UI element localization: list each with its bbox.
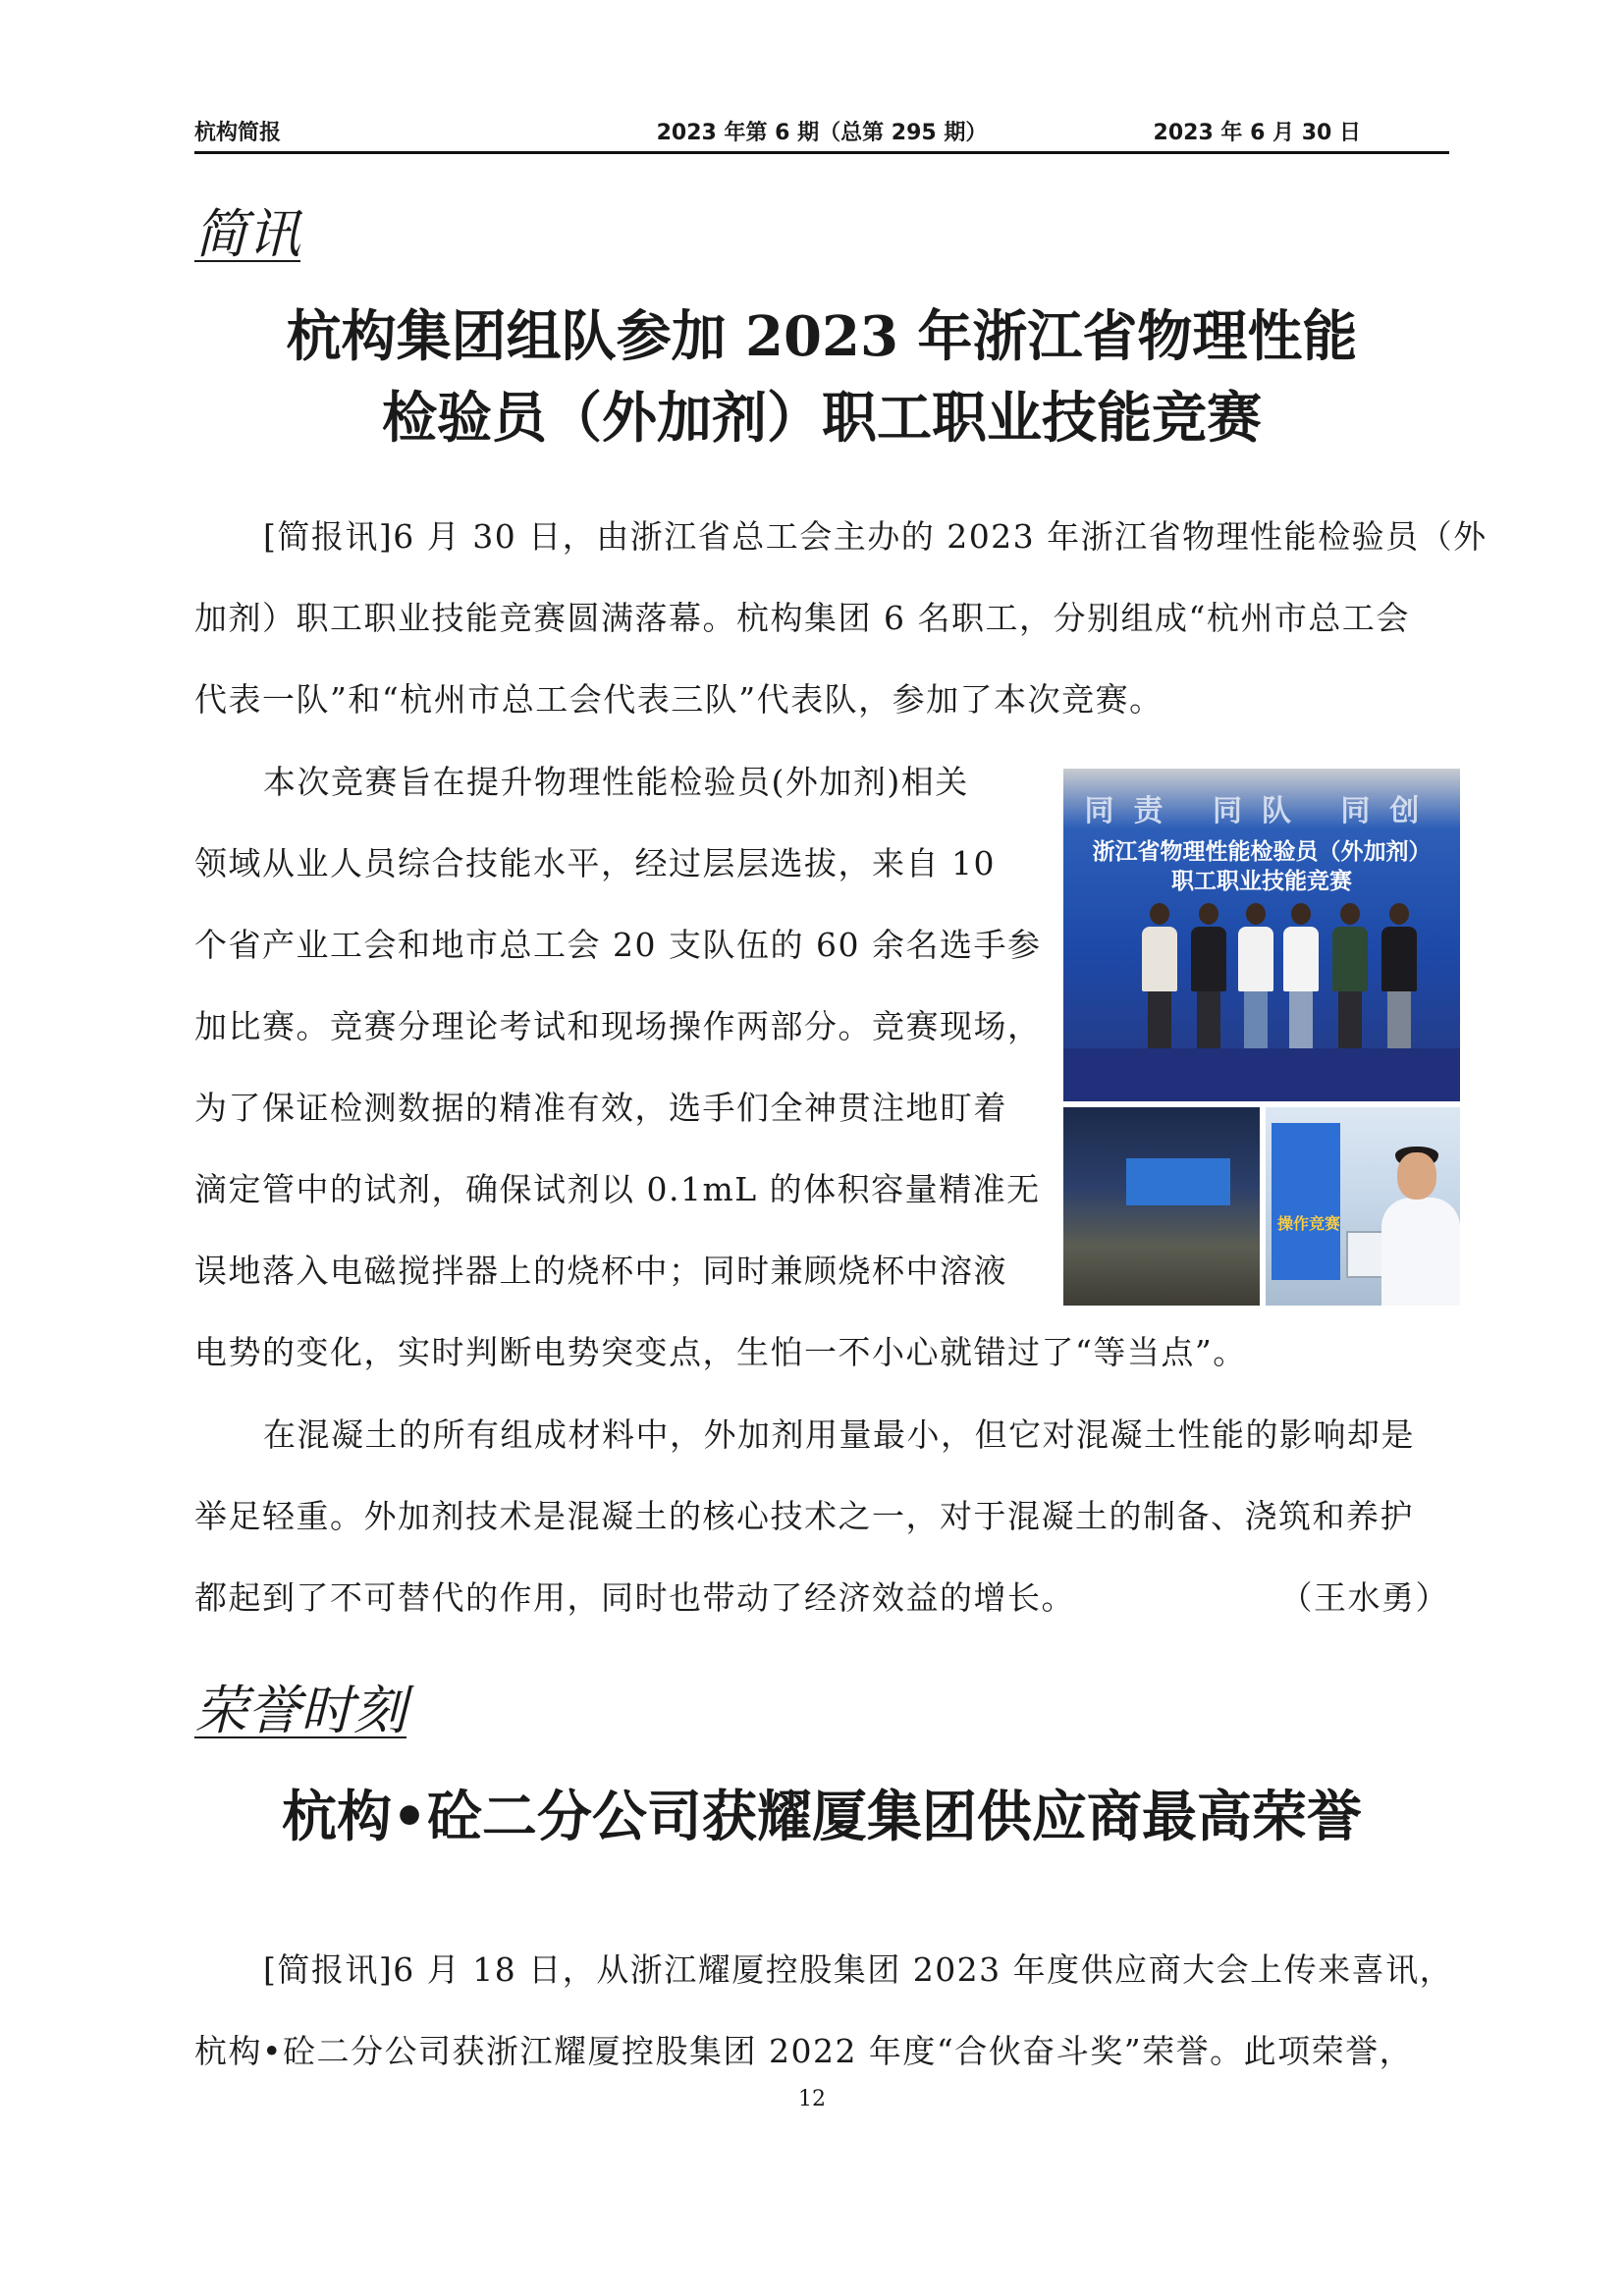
team-member bbox=[1236, 903, 1275, 1050]
section-heading-honors: 荣誉时刻 bbox=[194, 1680, 406, 1741]
paragraph-line: 为了保证检测数据的精准有效，选手们全神贯注地盯着 bbox=[194, 1089, 1007, 1127]
paragraph-line: 滴定管中的试剂，确保试剂以 0.1mL 的体积容量精准无 bbox=[194, 1170, 1041, 1208]
paragraph-line: 领域从业人员综合技能水平，经过层层选拔，来自 10 bbox=[194, 844, 996, 882]
header-rule bbox=[194, 151, 1449, 154]
paragraph-line: 误地落入电磁搅拌器上的烧杯中；同时兼顾烧杯中溶液 bbox=[194, 1252, 1007, 1290]
team-photo bbox=[1063, 769, 1460, 1101]
article-title bbox=[194, 296, 1449, 459]
article-title-line-2: 检验员（外加剂）职工职业技能竞赛 bbox=[382, 386, 1262, 451]
event-board-text: 操作竞赛 bbox=[1277, 1214, 1341, 1233]
page-number: 12 bbox=[798, 2087, 826, 2111]
banner-line-1: 浙江省物理性能检验员（外加剂） bbox=[1092, 839, 1432, 865]
paragraph-line: 代表一队”和“杭州市总工会代表三队”代表队，参加了本次竞赛。 bbox=[194, 680, 1164, 719]
competition-banner bbox=[1079, 837, 1444, 898]
section-heading-news: 简讯 bbox=[194, 203, 300, 265]
paragraph-line: 举足轻重。外加剂技术是混凝土的核心技术之一，对于混凝土的制备、浇筑和养护 bbox=[194, 1497, 1414, 1535]
stage-floor bbox=[1063, 1048, 1460, 1101]
contestant-face bbox=[1397, 1152, 1436, 1200]
paragraph-line: 加比赛。竞赛分理论考试和现场操作两部分。竞赛现场， bbox=[194, 1007, 1042, 1045]
team-member bbox=[1189, 903, 1228, 1050]
team-member bbox=[1140, 903, 1179, 1050]
issue-number: 2023 年第 6 期（总第 295 期） bbox=[656, 121, 988, 145]
projection-screen bbox=[1126, 1158, 1230, 1205]
paragraph-line-text: 都起到了不可替代的作用，同时也带动了经济效益的增长。 bbox=[194, 1578, 1075, 1617]
team-member bbox=[1330, 903, 1370, 1050]
running-header bbox=[194, 116, 1449, 149]
lab-operation-photo bbox=[1266, 1107, 1460, 1306]
paragraph-line: 个省产业工会和地市总工会 20 支队伍的 60 余名选手参 bbox=[194, 926, 1042, 964]
paragraph-line: 杭构•砼二分公司获浙江耀厦控股集团 2022 年度“合伙奋斗奖”荣誉。此项荣誉， bbox=[194, 2032, 1414, 2070]
event-board bbox=[1272, 1123, 1340, 1280]
team-member bbox=[1380, 903, 1419, 1050]
article-title-2: 杭构•砼二分公司获耀厦集团供应商最高荣誉 bbox=[282, 1785, 1362, 1849]
paragraph-line: 本次竞赛旨在提升物理性能检验员(外加剂)相关 bbox=[263, 763, 969, 801]
paragraph-line: 在混凝土的所有组成材料中，外加剂用量最小，但它对混凝土性能的影响却是 bbox=[263, 1415, 1415, 1454]
paragraph-line: 加剂）职工职业技能竞赛圆满落幕。杭构集团 6 名职工，分别组成“杭州市总工会 bbox=[194, 599, 1410, 637]
issue-date: 2023 年 6 月 30 日 bbox=[1153, 121, 1361, 145]
article-author: （王水勇） bbox=[1279, 1578, 1449, 1617]
paragraph-line: 电势的变化，实时判断电势突变点，生怕一不小心就错过了“等当点”。 bbox=[194, 1333, 1247, 1371]
article-paragraph-4 bbox=[194, 1929, 1454, 2092]
exam-hall-photo bbox=[1063, 1107, 1260, 1306]
paragraph-line: [简报讯]6 月 18 日，从浙江耀厦控股集团 2023 年度供应商大会上传来喜讯， bbox=[263, 1950, 1454, 1989]
backdrop-slogan: 同责 同队 同创 bbox=[1084, 794, 1439, 828]
article-title-line-1: 杭构集团组队参加 2023 年浙江省物理性能 bbox=[286, 304, 1358, 369]
article-paragraph-2 bbox=[194, 741, 1247, 1393]
paragraph-line: [简报讯]6 月 30 日，由浙江省总工会主办的 2023 年浙江省物理性能检验员（外 bbox=[263, 517, 1488, 556]
paragraph-line bbox=[194, 1557, 1449, 1638]
banner-line-2: 职工职业技能竞赛 bbox=[1171, 869, 1352, 894]
contestant bbox=[1381, 1198, 1460, 1306]
publication-name: 杭构简报 bbox=[194, 121, 282, 145]
article-paragraph-1 bbox=[194, 496, 1488, 740]
team-member bbox=[1281, 903, 1321, 1050]
article-paragraph-3 bbox=[194, 1394, 1449, 1638]
